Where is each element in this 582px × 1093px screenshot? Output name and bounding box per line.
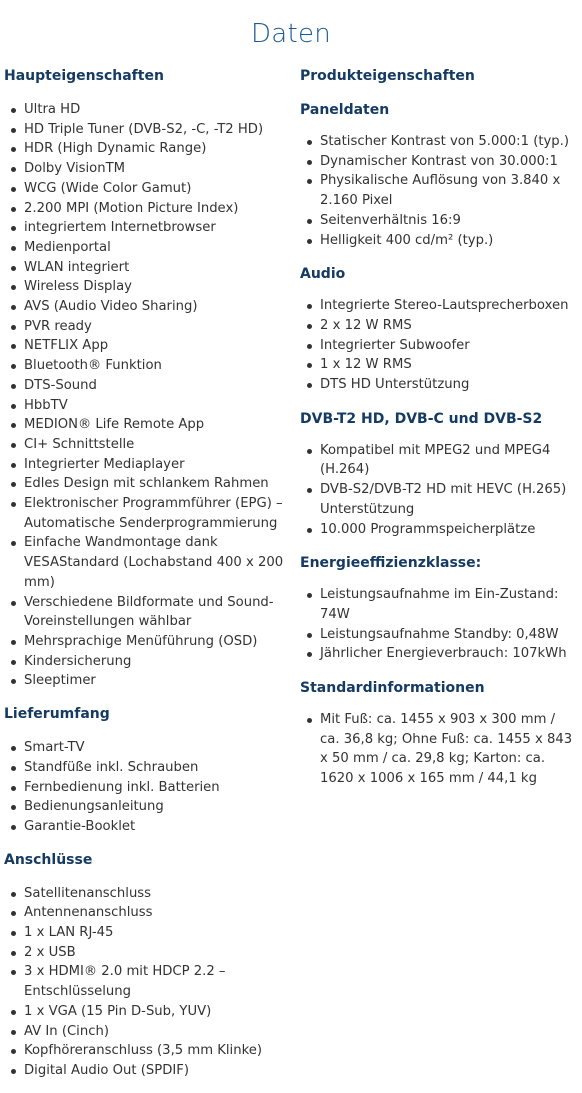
list-item: 3 x HDMI® 2.0 mit HDCP 2.2 – Entschlüsselung (24, 962, 290, 1001)
list-item: 10.000 Programmspeicherplätze (320, 520, 578, 540)
section-heading-dvb: DVB-T2 HD, DVB-C und DVB-S2 (300, 410, 543, 427)
list-item: Satellitenanschluss (24, 884, 290, 904)
list-item: 1 x VGA (15 Pin D-Sub, YUV) (24, 1002, 290, 1022)
list-item: Fernbedienung inkl. Batterien (24, 778, 290, 798)
list-item: Kindersicherung (24, 652, 290, 672)
page-title: Daten (250, 19, 332, 50)
list-item: 1 x LAN RJ-45 (24, 923, 290, 943)
list-item: Leistungsaufnahme im Ein-Zustand: 74W (320, 585, 578, 624)
list-paneldaten (300, 132, 578, 250)
list-item: Dolby VisionTM (24, 159, 290, 179)
list-item: Kompatibel mit MPEG2 und MPEG4 (H.264) (320, 441, 578, 480)
list-item: Smart-TV (24, 738, 290, 758)
list-item: 2 x USB (24, 943, 290, 963)
list-item: Verschiedene Bildformate und Sound-Voreinstellungen wählbar (24, 593, 290, 632)
list-item: Bedienungsanleitung (24, 797, 290, 817)
section-heading-audio: Audio (300, 266, 346, 283)
list-item: Elektronischer Programmführer (EPG) – Automatische Senderprogrammierung (24, 494, 290, 533)
list-item: AVS (Audio Video Sharing) (24, 297, 290, 317)
left-column (4, 66, 290, 1081)
list-standardinformationen (300, 710, 578, 789)
list-item: integriertem Internetbrowser (24, 218, 290, 238)
list-anschluesse (4, 884, 290, 1081)
list-item: AV In (Cinch) (24, 1022, 290, 1042)
list-item: WLAN integriert (24, 258, 290, 278)
list-item: Kopfhöreranschluss (3,5 mm Klinke) (24, 1041, 290, 1061)
list-item: Mehrsprachige Menüführung (OSD) (24, 632, 290, 652)
list-item: 2.200 MPI (Motion Picture Index) (24, 199, 290, 219)
list-item: Einfache Wandmontage dank VESAStandard (Lochabstand 400 x 200 mm) (24, 533, 290, 592)
list-item: 1 x 12 W RMS (320, 355, 578, 375)
section-heading-standardinformationen: Standardinformationen (300, 680, 485, 697)
list-item: Integrierter Subwoofer (320, 336, 578, 356)
list-item: Mit Fuß: ca. 1455 x 903 x 300 mm / ca. 36,8 kg; Ohne Fuß: ca. 1455 x 843 x 50 mm / ca. 29,8 kg; Karton: ca. 1620 x 1006 x 165 mm / 44,1 kg (320, 710, 578, 789)
section-heading-energieeffizienzklasse: Energieeffizienzklasse: (300, 555, 482, 572)
list-item: Ultra HD (24, 100, 290, 120)
list-item: Leistungsaufnahme Standby: 0,48W (320, 625, 578, 645)
list-audio (300, 296, 578, 395)
list-item: Statischer Kontrast von 5.000:1 (typ.) (320, 132, 578, 152)
list-item: MEDION® Life Remote App (24, 415, 290, 435)
list-item: Wireless Display (24, 277, 290, 297)
list-item: Sleeptimer (24, 671, 290, 691)
list-item: CI+ Schnittstelle (24, 435, 290, 455)
list-item: Digital Audio Out (SPDIF) (24, 1061, 290, 1081)
section-heading-produkteigenschaften: Produkteigenschaften (300, 68, 475, 84)
list-item: PVR ready (24, 317, 290, 337)
list-item: Medienportal (24, 238, 290, 258)
list-item: NETFLIX App (24, 336, 290, 356)
list-item: DTS HD Unterstützung (320, 375, 578, 395)
list-item: 2 x 12 W RMS (320, 316, 578, 336)
section-heading-lieferumfang: Lieferumfang (4, 706, 110, 723)
list-item: DTS-Sound (24, 376, 290, 396)
list-item: Jährlicher Energieverbrauch: 107kWh (320, 644, 578, 664)
list-lieferumfang (4, 738, 290, 837)
right-column (300, 66, 578, 789)
list-dvb (300, 441, 578, 540)
list-item: Integrierter Mediaplayer (24, 455, 290, 475)
list-haupteigenschaften (4, 100, 290, 691)
list-energieeffizienz (300, 585, 578, 664)
list-item: Integrierte Stereo-Lautsprecherboxen (320, 296, 578, 316)
section-heading-paneldaten: Paneldaten (300, 102, 390, 118)
list-item: Standfüße inkl. Schrauben (24, 758, 290, 778)
list-item: Antennenanschluss (24, 903, 290, 923)
list-item: Garantie-Booklet (24, 817, 290, 837)
list-item: HbbTV (24, 396, 290, 416)
list-item: DVB-S2/DVB-T2 HD mit HEVC (H.265) Unterstützung (320, 480, 578, 519)
section-heading-anschluesse: Anschlüsse (4, 851, 93, 868)
list-item: Helligkeit 400 cd/m² (typ.) (320, 231, 578, 251)
list-item: Seitenverhältnis 16:9 (320, 211, 578, 231)
list-item: Bluetooth® Funktion (24, 356, 290, 376)
list-item: HDR (High Dynamic Range) (24, 139, 290, 159)
list-item: Dynamischer Kontrast von 30.000:1 (320, 152, 578, 172)
section-heading-haupteigenschaften: Haupteigenschaften (4, 68, 164, 84)
list-item: Edles Design mit schlankem Rahmen (24, 474, 290, 494)
list-item: Physikalische Auflösung von 3.840 x 2.160 Pixel (320, 171, 578, 210)
list-item: WCG (Wide Color Gamut) (24, 179, 290, 199)
list-item: HD Triple Tuner (DVB-S2, -C, -T2 HD) (24, 120, 290, 140)
